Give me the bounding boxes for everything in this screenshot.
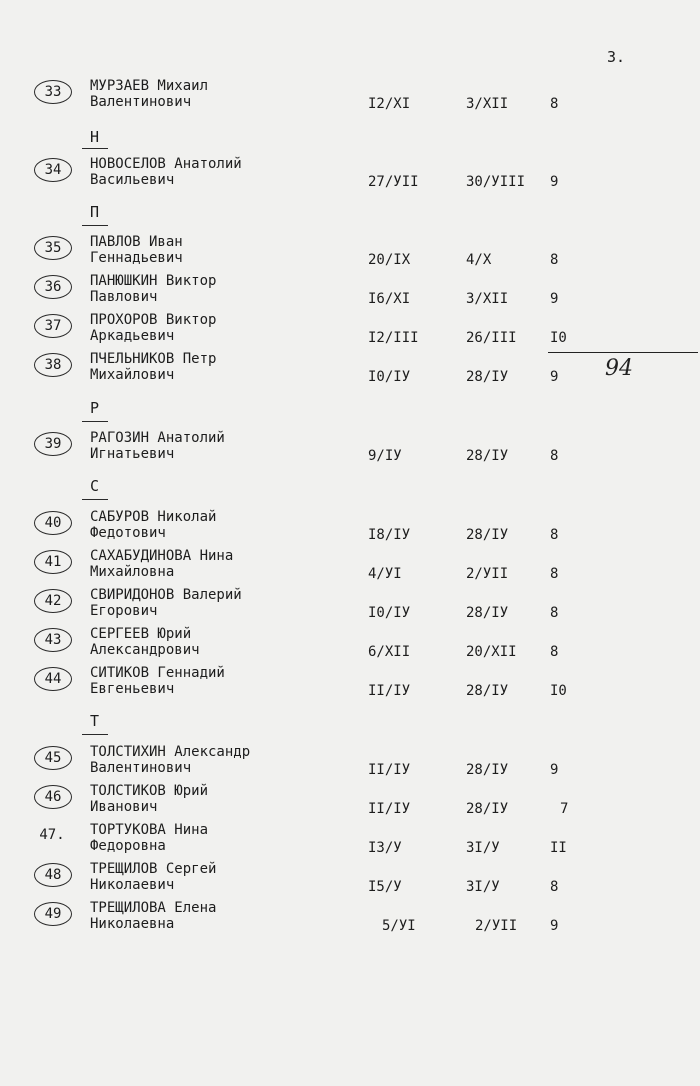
entry-date-start: I6/XI <box>368 291 411 307</box>
section-letter-p: П <box>90 203 100 221</box>
entry-grade: 7 <box>560 801 569 817</box>
entry-number: 33 <box>34 80 72 104</box>
entry-date-end: 28/IУ <box>466 762 509 778</box>
entry-patronymic: Иванович <box>90 799 158 815</box>
list-row <box>0 783 700 819</box>
entry-date-start: I2/III <box>368 330 419 346</box>
entry-surname-firstname: НОВОСЕЛОВ Анатолий <box>90 156 242 172</box>
handwritten-note: 94 <box>605 356 633 381</box>
entry-surname-firstname: САБУРОВ Николай <box>90 509 217 525</box>
entry-date-end: 30/УIII <box>466 174 526 190</box>
list-row <box>0 548 700 584</box>
entry-patronymic: Геннадьевич <box>90 250 183 266</box>
entry-date-end: 28/IУ <box>466 683 509 699</box>
entry-grade: 8 <box>550 566 559 582</box>
entry-date-start: I3/У <box>368 840 402 856</box>
list-row <box>0 312 700 348</box>
entry-grade: 8 <box>550 644 559 660</box>
entry-grade: 9 <box>550 762 559 778</box>
section-divider <box>82 421 108 422</box>
entry-date-end: 28/IУ <box>466 605 509 621</box>
section-divider <box>82 148 108 149</box>
entry-date-end: 28/IУ <box>466 527 509 543</box>
entry-patronymic: Валентинович <box>90 760 192 776</box>
entry-date-end: 3/XII <box>466 96 509 112</box>
list-row <box>0 744 700 780</box>
entry-number: 44 <box>34 667 72 691</box>
entry-patronymic: Игнатьевич <box>90 446 175 462</box>
list-row <box>0 822 700 858</box>
entry-surname-firstname: ТОЛСТИКОВ Юрий <box>90 783 209 799</box>
entry-date-start: 4/УI <box>368 566 402 582</box>
entry-patronymic: Евгеньевич <box>90 681 175 697</box>
entry-grade: 9 <box>550 918 559 934</box>
entry-patronymic: Федоровна <box>90 838 166 854</box>
entry-number: 42 <box>34 589 72 613</box>
entry-date-start: II/IУ <box>368 683 411 699</box>
entry-patronymic: Егорович <box>90 603 158 619</box>
entry-number: 41 <box>34 550 72 574</box>
list-row <box>0 509 700 545</box>
entry-grade: I0 <box>550 683 567 699</box>
entry-date-start: I2/XI <box>368 96 411 112</box>
list-row <box>0 665 700 701</box>
entry-patronymic: Николаевич <box>90 877 175 893</box>
list-row <box>0 587 700 623</box>
list-row <box>0 861 700 897</box>
entry-number: 35 <box>34 236 72 260</box>
section-letter-r: Р <box>90 399 100 417</box>
entry-date-start: II/IУ <box>368 801 411 817</box>
entry-patronymic: Николаевна <box>90 916 175 932</box>
entry-number: 38 <box>34 353 72 377</box>
entry-date-end: 4/X <box>466 252 492 268</box>
entry-patronymic: Федотович <box>90 525 166 541</box>
page-number: 3. <box>607 48 626 66</box>
section-divider <box>82 499 108 500</box>
entry-surname-firstname: ТРЕЩИЛОВ Сергей <box>90 861 217 877</box>
entry-surname-firstname: СВИРИДОНОВ Валерий <box>90 587 242 603</box>
entry-date-start: I0/IУ <box>368 605 411 621</box>
section-letter-s: С <box>90 477 100 495</box>
entry-grade: 8 <box>550 448 559 464</box>
entry-surname-firstname: РАГОЗИН Анатолий <box>90 430 225 446</box>
entry-number: 48 <box>34 863 72 887</box>
entry-surname-firstname: САХАБУДИНОВА Нина <box>90 548 234 564</box>
entry-surname-firstname: ТРЕЩИЛОВА Елена <box>90 900 217 916</box>
entry-patronymic: Михайловна <box>90 564 175 580</box>
entry-patronymic: Валентинович <box>90 94 192 110</box>
entry-date-end: 28/IУ <box>466 801 509 817</box>
entry-date-end: 2/УII <box>475 918 518 934</box>
entry-patronymic: Александрович <box>90 642 200 658</box>
entry-date-end: 3/XII <box>466 291 509 307</box>
entry-surname-firstname: МУРЗАЕВ Михаил <box>90 78 209 94</box>
entry-date-start: II/IУ <box>368 762 411 778</box>
entry-date-start: I5/У <box>368 879 402 895</box>
section-divider <box>82 734 108 735</box>
list-row <box>0 234 700 270</box>
entry-patronymic: Павлович <box>90 289 158 305</box>
entry-surname-firstname: ТОЛСТИХИН Александр <box>90 744 251 760</box>
entry-surname-firstname: ПАНЮШКИН Виктор <box>90 273 217 289</box>
entry-number: 43 <box>34 628 72 652</box>
entry-grade: 8 <box>550 879 559 895</box>
entry-date-end: 2/УII <box>466 566 509 582</box>
entry-patronymic: Аркадьевич <box>90 328 175 344</box>
entry-date-start: 9/IУ <box>368 448 402 464</box>
entry-surname-firstname: СИТИКОВ Геннадий <box>90 665 225 681</box>
entry-grade: 9 <box>550 174 559 190</box>
list-row <box>0 273 700 309</box>
entry-date-end: 28/IУ <box>466 369 509 385</box>
entry-date-end: 26/III <box>466 330 517 346</box>
entry-surname-firstname: СЕРГЕЕВ Юрий <box>90 626 192 642</box>
entry-date-start: I8/IУ <box>368 527 411 543</box>
entry-date-start: 27/УII <box>368 174 419 190</box>
entry-date-end: 20/XII <box>466 644 517 660</box>
entry-date-start: 20/IX <box>368 252 411 268</box>
list-row <box>0 626 700 662</box>
entry-grade: 8 <box>550 605 559 621</box>
entry-number: 39 <box>34 432 72 456</box>
entry-date-start: 5/УI <box>382 918 416 934</box>
list-row <box>0 156 700 192</box>
entry-grade: 9 <box>550 291 559 307</box>
entry-surname-firstname: ТОРТУКОВА Нина <box>90 822 209 838</box>
handwritten-separator-line <box>548 352 698 353</box>
entry-date-start: 6/XII <box>368 644 411 660</box>
list-row <box>0 430 700 466</box>
entry-number: 47. <box>39 827 65 843</box>
section-letter-t: Т <box>90 712 100 730</box>
entry-surname-firstname: ПЧЕЛЬНИКОВ Петр <box>90 351 217 367</box>
section-letter-n: Н <box>90 128 100 146</box>
entry-number: 40 <box>34 511 72 535</box>
entry-surname-firstname: ПРОХОРОВ Виктор <box>90 312 217 328</box>
entry-grade: I0 <box>550 330 567 346</box>
entry-date-end: 3I/У <box>466 840 500 856</box>
list-row <box>0 900 700 936</box>
entry-grade: 9 <box>550 369 559 385</box>
entry-grade: II <box>550 840 567 856</box>
entry-date-end: 28/IУ <box>466 448 509 464</box>
list-row <box>0 78 700 114</box>
entry-patronymic: Михайлович <box>90 367 175 383</box>
entry-grade: 8 <box>550 527 559 543</box>
entry-grade: 8 <box>550 252 559 268</box>
entry-number: 36 <box>34 275 72 299</box>
list-row <box>0 351 700 387</box>
entry-number: 46 <box>34 785 72 809</box>
entry-patronymic: Васильевич <box>90 172 175 188</box>
entry-surname-firstname: ПАВЛОВ Иван <box>90 234 183 250</box>
entry-date-end: 3I/У <box>466 879 500 895</box>
entry-number: 37 <box>34 314 72 338</box>
entry-date-start: I0/IУ <box>368 369 411 385</box>
section-divider <box>82 225 108 226</box>
entry-number: 45 <box>34 746 72 770</box>
entry-number: 49 <box>34 902 72 926</box>
entry-grade: 8 <box>550 96 559 112</box>
entry-number: 34 <box>34 158 72 182</box>
